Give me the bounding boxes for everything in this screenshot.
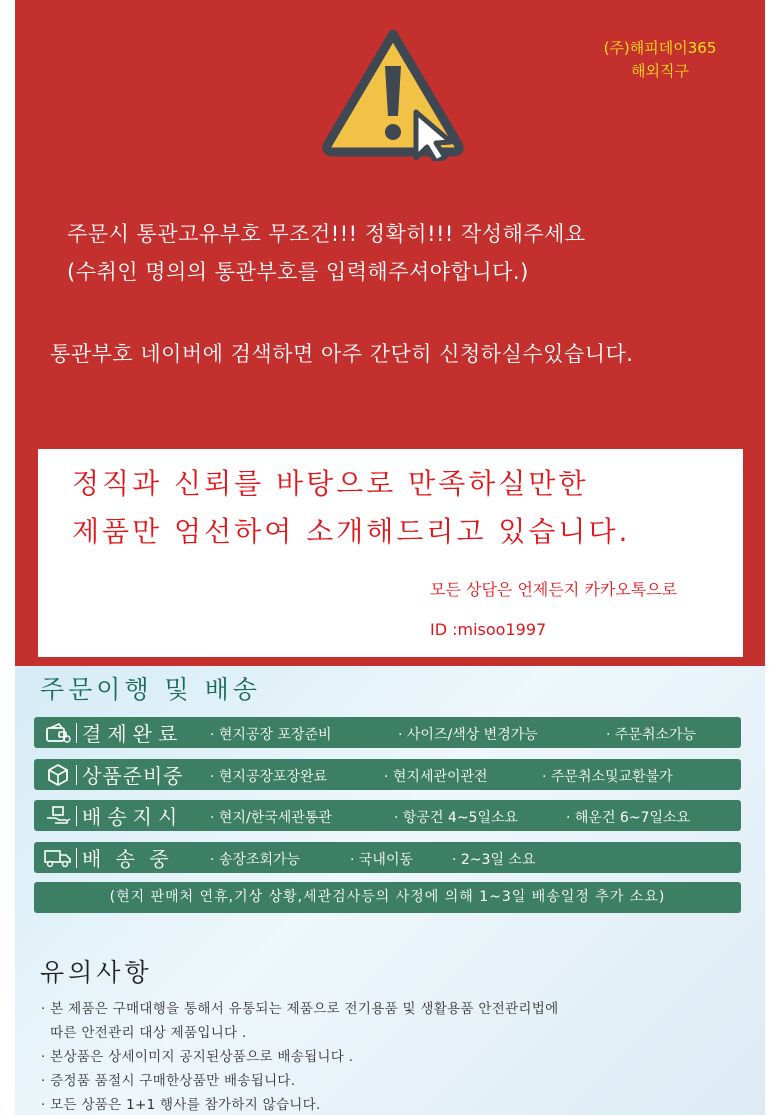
truck-icon	[44, 846, 72, 870]
brand-label	[585, 37, 735, 83]
notice-line-3: 통관부호 네이버에 검색하면 아주 간단히 신청하실수있습니다.	[50, 342, 634, 366]
step-item: · 송장조회가능	[210, 852, 301, 868]
shipping-delay-note: (현지 판매처 연휴,기상 상황,세관검사등의 사정에 의해 1~3일 배송일정 추가 소요)	[34, 882, 741, 913]
step-item: · 사이즈/색상 변경가능	[398, 727, 538, 743]
hand-delivery-icon	[44, 804, 72, 828]
step-item: · 현지/한국세관통관	[210, 810, 332, 826]
notice-line-1: 주문시 통관고유부호 무조건!!! 정확히!!! 작성해주세요	[67, 222, 586, 246]
payment-wallet-icon	[44, 721, 72, 745]
caution-line: 따른 안전관리 대상 제품입니다 .	[41, 1025, 247, 1041]
step-title-in-transit: 배 송 중	[82, 847, 173, 871]
step-item: · 현지세관이관전	[384, 769, 488, 785]
step-title-shipping-order: 배송지시	[82, 805, 184, 829]
step-item: · 주문취소가능	[606, 727, 697, 743]
slogan-line-2: 제품만 엄선하여 소개해드리고 있습니다.	[72, 515, 631, 548]
contact-id: ID :misoo1997	[430, 620, 547, 639]
notice-line-2: (수취인 명의의 통관부호를 입력해주셔야합니다.)	[67, 260, 529, 284]
step-item: · 현지공장포장완료	[210, 769, 328, 785]
step-bar-preparing	[34, 759, 741, 790]
step-bar-in-transit	[34, 842, 741, 873]
cautions-title: 유의사항	[40, 958, 153, 987]
step-title-payment: 결제완료	[82, 722, 184, 746]
caution-line: · 본상품은 상세이미지 공지된상품으로 배송됩니다 .	[41, 1049, 354, 1065]
warning-triangle-with-cursor-icon	[318, 26, 468, 161]
brand-subtitle: 해외직구	[631, 62, 689, 80]
caution-line: · 증정품 품절시 구매한상품만 배송됩니다.	[41, 1073, 296, 1089]
step-bar-payment	[34, 717, 741, 748]
step-item: · 해운건 6~7일소요	[566, 810, 691, 826]
brand-name: (주)해피데이365	[603, 39, 717, 57]
step-item: · 항공건 4~5일소요	[394, 810, 519, 826]
step-title-preparing: 상품준비중	[82, 764, 184, 788]
step-item: · 현지공장 포장준비	[210, 727, 332, 743]
contact-text: 모든 상담은 언제든지 카카오톡으로	[430, 580, 678, 599]
caution-line: · 모든 상품은 1+1 행사를 참가하지 않습니다.	[41, 1097, 321, 1113]
step-item: · 국내이동	[350, 852, 413, 868]
caution-line: · 본 제품은 구매대행을 통해서 유통되는 제품으로 전기용품 및 생활용품 안전관리법에	[41, 1001, 559, 1017]
step-item: · 주문취소및교환불가	[542, 769, 673, 785]
box-icon	[44, 763, 72, 787]
step-item: · 2~3일 소요	[452, 852, 536, 868]
slogan-line-1: 정직과 신뢰를 바탕으로 만족하실만한	[72, 467, 589, 500]
step-bar-shipping-order	[34, 800, 741, 831]
process-title: 주문이행 및 배송	[40, 675, 261, 704]
